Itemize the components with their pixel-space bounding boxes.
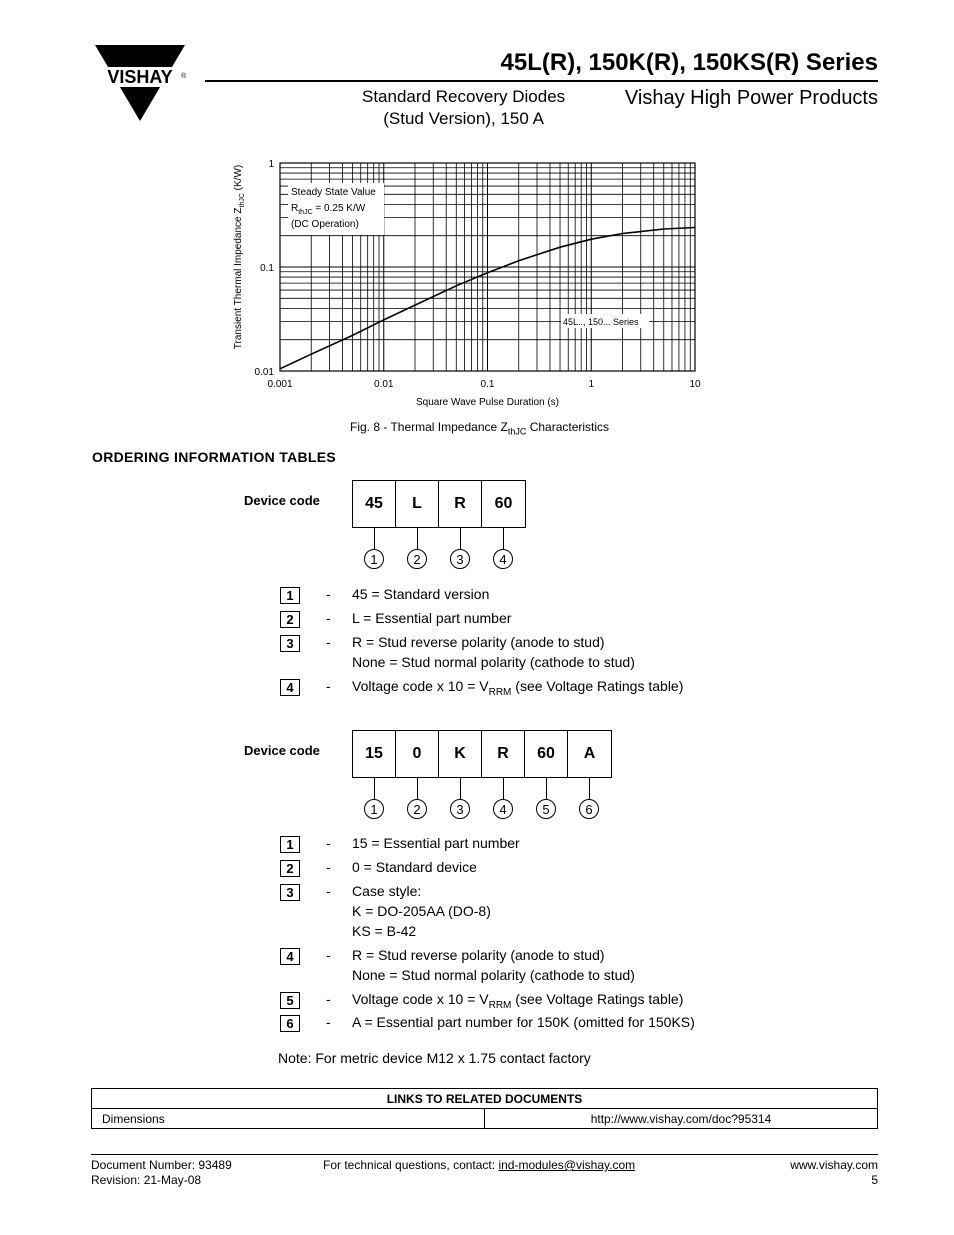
device-code-cell: L (396, 481, 439, 527)
device-code-cell: 0 (396, 731, 439, 777)
legend-description (352, 632, 635, 672)
y-tick-label: 1 (268, 159, 274, 170)
legend-number-box: 2 (280, 860, 300, 877)
legend-description (352, 608, 511, 628)
callout-number: 2 (407, 799, 427, 819)
legend-text: (see Voltage Ratings table) (511, 991, 684, 1007)
device-code-cell: 45 (353, 481, 396, 527)
related-documents-table (91, 1088, 878, 1129)
links-row-url[interactable]: http://www.vishay.com/doc?95314 (485, 1109, 878, 1129)
footer-contact (323, 1158, 635, 1172)
callout-line (374, 527, 375, 549)
legend-dash: - (326, 991, 331, 1007)
y-axis-label: Transient Thermal Impedance $Z_{thJC}$ (K/W) (233, 164, 246, 350)
contact-prefix: For technical questions, contact: (323, 1158, 499, 1172)
legend-line: KS = B-42 (352, 923, 417, 939)
legend-number-box: 5 (280, 992, 300, 1009)
legend-description (352, 833, 520, 853)
legend-number-box: 3 (280, 884, 300, 901)
x-tick-label: 0.001 (267, 379, 293, 390)
website-link[interactable]: www.vishay.com (790, 1158, 878, 1172)
legend-line: None = Stud normal polarity (cathode to stud) (352, 654, 635, 670)
legend-description (352, 1012, 695, 1032)
legend-dash: - (326, 678, 331, 694)
device-code-cell: A (583, 745, 596, 762)
caption-suffix: Characteristics (526, 420, 610, 434)
callout-number: 3 (450, 549, 470, 569)
caption-subscript: thJC (507, 426, 527, 437)
device-code-cell: R (439, 481, 482, 527)
device-code-cell: R (482, 731, 525, 777)
svg-text:®: ® (181, 73, 187, 80)
device-code-cell: 60 (494, 495, 513, 512)
legend-dash: - (326, 1014, 331, 1030)
vishay-logo (95, 45, 185, 121)
callout-line (503, 777, 504, 799)
legend-line: A = Essential part number for 150K (omitted for 150KS) (352, 1014, 695, 1030)
revision: Revision: 21-May-08 (91, 1173, 202, 1187)
legend-subscript: RRM (488, 686, 512, 698)
x-tick-label: 0.1 (480, 379, 495, 390)
callout-line (460, 527, 461, 549)
device-code-boxes (352, 480, 526, 528)
callout-line (374, 777, 375, 799)
device-code-boxes (352, 730, 612, 778)
legend-line: 45 = Standard version (352, 586, 490, 602)
legend-line: L = Essential part number (352, 610, 512, 626)
legend-dash: - (326, 835, 331, 851)
callout-line (503, 527, 504, 549)
callout-number: 3 (450, 799, 470, 819)
division-name: Vishay High Power Products (624, 87, 878, 109)
contact-email-link[interactable]: ind-modules@vishay.com (498, 1158, 636, 1172)
product-subtitle (362, 86, 565, 130)
document-number: Document Number: 93489 (91, 1158, 232, 1172)
legend-dash: - (326, 947, 331, 963)
legend-number-box: 1 (280, 587, 300, 604)
legend-description (352, 676, 683, 703)
caption-text: Fig. 8 - Thermal Impedance Z (350, 420, 508, 434)
callout-line (589, 777, 590, 799)
links-row-label: Dimensions (92, 1109, 485, 1129)
callout-number: 4 (493, 549, 513, 569)
x-tick-label: 0.01 (374, 379, 394, 390)
subtitle-line-1: Standard Recovery Diodes (362, 87, 566, 106)
device-code-label: Device code (244, 743, 320, 758)
legend-description (352, 584, 489, 604)
footer-divider (91, 1154, 878, 1155)
legend-number-box: 3 (280, 635, 300, 652)
legend-line: 0 = Standard device (352, 859, 477, 875)
callout-number: 1 (364, 549, 384, 569)
x-tick-label: 1 (588, 379, 595, 390)
legend-description (352, 881, 491, 941)
legend-number-box: 6 (280, 1015, 300, 1032)
y-tick-label: 0.01 (254, 367, 274, 378)
device-code-cell: K (439, 731, 482, 777)
legend-dash: - (326, 883, 331, 899)
page-number: 5 (871, 1173, 878, 1187)
header-divider (205, 80, 878, 82)
links-header: LINKS TO RELATED DOCUMENTS (92, 1089, 878, 1109)
device-code-cell: 15 (353, 731, 396, 777)
y-tick-label: 0.1 (260, 263, 274, 274)
device-code-cell: 60 (525, 731, 568, 777)
page-title: 45L(R), 150K(R), 150KS(R) Series (500, 49, 878, 76)
legend-dash: - (326, 610, 331, 626)
annotation-line-2: $R_{thJC} = 0.25$ K/W (291, 203, 366, 216)
series-label: 45L.., 150... Series (563, 317, 639, 327)
callout-line (546, 777, 547, 799)
callout-line (460, 777, 461, 799)
legend-number-box: 2 (280, 611, 300, 628)
footer-site (790, 1158, 878, 1188)
legend-description (352, 857, 477, 877)
svg-text:VISHAY: VISHAY (107, 67, 173, 87)
links-row (92, 1109, 878, 1129)
callout-number: 6 (579, 799, 599, 819)
subtitle-line-2: (Stud Version), 150 A (383, 109, 544, 128)
legend-line: Case style: (352, 883, 422, 899)
callout-number: 2 (407, 549, 427, 569)
legend-number-box: 4 (280, 679, 300, 696)
legend-number-box: 4 (280, 948, 300, 965)
legend-text: Voltage code x 10 = V (352, 678, 489, 694)
legend-text: Voltage code x 10 = V (352, 991, 489, 1007)
x-tick-label: 10 (689, 379, 701, 390)
legend-number-box: 1 (280, 836, 300, 853)
links-header-row (92, 1089, 878, 1109)
annotation-line-3: (DC Operation) (291, 219, 359, 230)
ordering-section-title: ORDERING INFORMATION TABLES (92, 449, 337, 465)
annotation-line-1: Steady State Value (291, 187, 376, 198)
legend-line: R = Stud reverse polarity (anode to stud) (352, 947, 605, 963)
legend-line: 15 = Essential part number (352, 835, 520, 851)
legend-description (352, 945, 635, 985)
thermal-impedance-chart (228, 150, 718, 410)
callout-number: 4 (493, 799, 513, 819)
legend-line: R = Stud reverse polarity (anode to stud) (352, 634, 605, 650)
legend-dash: - (326, 586, 331, 602)
legend-dash: - (326, 634, 331, 650)
legend-line: K = DO-205AA (DO-8) (352, 903, 491, 919)
callout-number: 1 (364, 799, 384, 819)
legend-line: None = Stud normal polarity (cathode to stud) (352, 967, 635, 983)
device-code-label: Device code (244, 493, 320, 508)
callout-line (417, 527, 418, 549)
x-axis-label: Square Wave Pulse Duration (s) (415, 397, 560, 408)
legend-dash: - (326, 859, 331, 875)
footer-document-info (91, 1158, 232, 1188)
legend-text: (see Voltage Ratings table) (511, 678, 684, 694)
figure-caption (350, 420, 609, 436)
metric-note: Note: For metric device M12 x 1.75 contact factory (278, 1050, 591, 1066)
callout-number: 5 (536, 799, 556, 819)
legend-subscript: RRM (488, 999, 512, 1011)
callout-line (417, 777, 418, 799)
